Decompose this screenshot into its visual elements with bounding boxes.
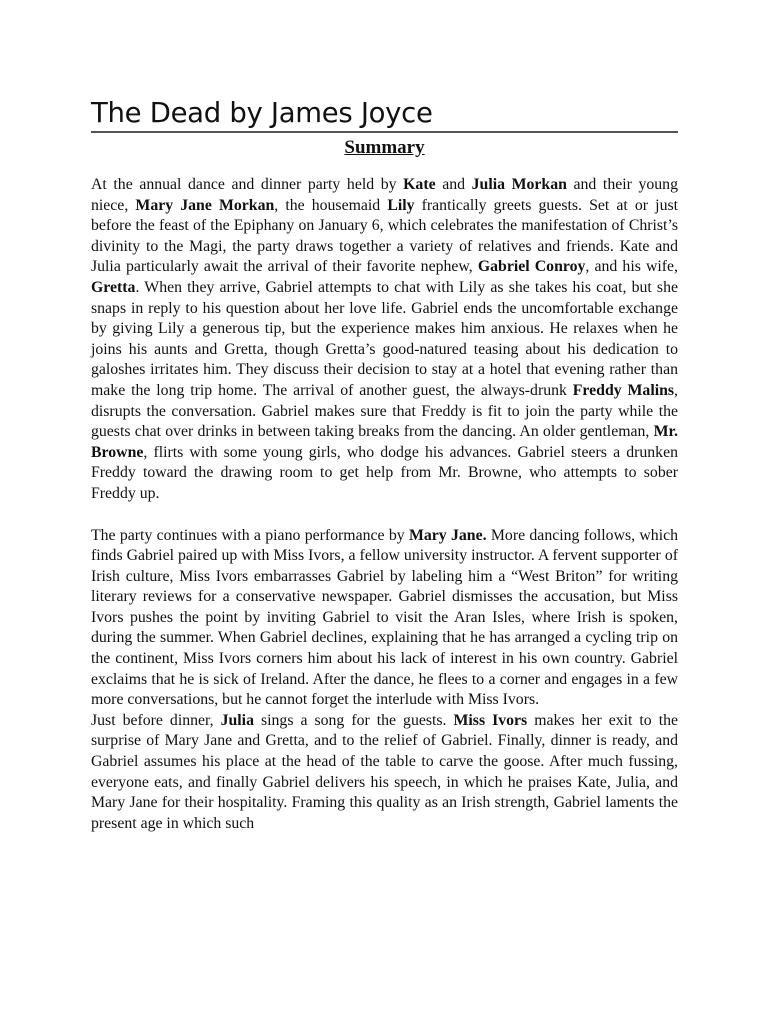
- text-run: , disrupts the conversation. Gabriel makes sure that Freddy is fit to join the party while the guests chat over drinks in between taking breaks from the dancing. An older gentleman,: [91, 381, 678, 441]
- text-run: makes her exit to the surprise of Mary Jane and Gretta, and to the relief of Gabriel. Finally, dinner is ready, and Gabriel assumes his place at the head of the table to carve the goose. After much fussing, everyone eats, and finally Gabriel delivers his speech, in which he praises Kate, Julia, and Mary Jane for their hospitality. Framing this quality as an Irish strength, Gabriel laments the present age in which such: [91, 711, 679, 832]
- paragraph: [91, 175, 678, 505]
- text-run: , flirts with some young girls, who dodge his advances. Gabriel steers a drunken Freddy toward the drawing room to get help from Mr. Browne, who attempts to sober Freddy up.: [91, 443, 678, 502]
- text-run: and: [435, 176, 472, 193]
- text-run: and their young niece,: [91, 176, 678, 214]
- bold-name: Kate: [403, 176, 436, 193]
- text-run: sings a song for the guests.: [253, 711, 454, 729]
- text-run: . When they arrive, Gabriel attempts to chat with Lily as she takes his coat, but she snaps in reply to his question about her love life. Gabriel ends the uncomfortable exchange by giving Lily a generous tip, but the experience makes him anxious. He relaxes when he joins his aunts and Gretta, though Gretta’s good-natured teasing about his dedication to galoshes irritates him. They discuss their decision to stay at a hotel that evening rather than make the long trip home. The arrival of another guest, the always-drunk: [91, 278, 678, 399]
- text-run: More dancing follows, which finds Gabriel paired up with Miss Ivors, a fellow university instructor. A fervent supporter of Irish culture, Miss Ivors embarrasses Gabriel by labeling him a “West Briton” for writing literary reviews for a conservative newspaper. Gabriel dismisses the accusation, but Miss Ivors pushes the point by inviting Gabriel to visit the Aran Isles, where Irish is spoken, during the summer. When Gabriel declines, explaining that he has arranged a cycling trip on the continent, Miss Ivors corners him about his lack of interest in his own country. Gabriel exclaims that he is sick of Ireland. After the dance, he flees to a corner and engages in a few more conversations, but he cannot forget the interlude with Miss Ivors.: [91, 526, 679, 709]
- text-run: , and his wife,: [585, 258, 679, 276]
- bold-name: Miss Ivors: [453, 711, 528, 729]
- paragraph: [91, 526, 678, 711]
- bold-name: Mary Jane.: [408, 526, 487, 544]
- document-page: [91, 96, 678, 834]
- text-run: The party continues with a piano performance by: [91, 526, 409, 544]
- section-heading: Summary: [344, 137, 425, 158]
- text-run: frantically greets guests. Set at or just before the feast of the Epiphany on January 6, which celebrates the manifestation of Christ’s divinity to the Magi, the party draws together a variety of relatives and friends. Kate and Julia particularly await the arrival of their favorite nephew,: [91, 196, 679, 276]
- bold-name: Mary Jane Morkan: [135, 196, 275, 214]
- text-run: At the annual dance and dinner party held by: [91, 176, 404, 193]
- bold-name: Julia Morkan: [471, 176, 567, 193]
- paragraph: [91, 711, 678, 835]
- bold-name: Gabriel Conroy: [477, 258, 586, 276]
- bold-name: Mr. Browne: [91, 423, 678, 461]
- bold-name: Freddy Malins: [572, 381, 675, 399]
- bold-name: Lily: [387, 196, 415, 214]
- document-title: The Dead by James Joyce: [91, 96, 678, 133]
- text-run: Just before dinner,: [91, 711, 221, 729]
- bold-name: Gretta: [91, 278, 136, 296]
- text-run: , the housemaid: [274, 196, 388, 214]
- bold-name: Julia: [220, 711, 254, 729]
